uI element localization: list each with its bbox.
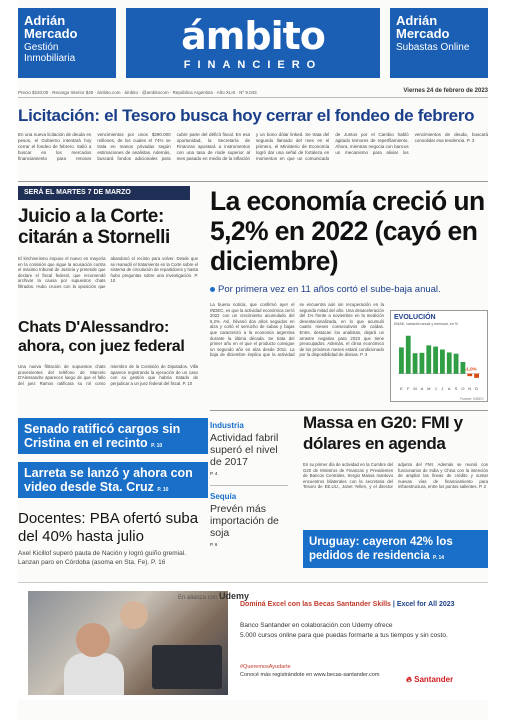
- chats-headline[interactable]: Chats D'Alessandro: ahora, con juez federal: [18, 319, 185, 355]
- chart-bar: [447, 352, 452, 373]
- larreta-banner[interactable]: [18, 462, 208, 498]
- flame-icon: 🔥︎: [406, 675, 412, 684]
- industria-page: P. 4: [210, 471, 218, 476]
- chart-tick-label: S: [454, 386, 458, 391]
- info-details: Precio $220,00 · Recargo Interior $40 · ámbito.com · ámbito · @ambitocom · República Argentina · Año XLIII · Nº 9.043: [18, 90, 257, 95]
- ad-text: [240, 621, 480, 641]
- chart-bar: [454, 354, 459, 374]
- chats-body: Una nueva filtración de supuestos chats provenientes del teléfono de Marcelo D'Alessandro aparecen luego de que el fallo del juez Ramos ratificara su rol como miembro de la Comisión de Diputados. Villa aparece registrando la ejecución de un caso con su gestión que habría tratado de perjudicar a un juez federal del fiscal. P. 10: [18, 364, 198, 386]
- chart-tick-label: J: [434, 386, 437, 391]
- senado-text: Senado ratificó cargos sin Cristina en el recinto: [24, 422, 181, 450]
- left-ad-sub: Gestión Inmobiliaria: [24, 42, 76, 64]
- chart-bar: [467, 374, 472, 377]
- udemy-logo: [178, 591, 249, 601]
- info-bar: [18, 86, 488, 98]
- chart-tick-label: N: [468, 386, 472, 391]
- ad-photo-person: [76, 623, 110, 657]
- laptop-icon: [152, 645, 222, 689]
- industria-label: Industria: [210, 421, 244, 430]
- chart-data-label: -1,0%: [464, 366, 477, 372]
- senado-page: P. 10: [151, 443, 163, 449]
- sequia-page: P. 6: [210, 542, 218, 547]
- bullet-icon: [210, 287, 215, 292]
- uruguay-page: P. 14: [433, 555, 445, 561]
- chart-title: EVOLUCIÓN: [394, 314, 436, 321]
- santander-logo: [406, 675, 453, 685]
- kicker-label: SERÁ EL MARTES 7 DE MARZO: [18, 186, 190, 200]
- ad-line2: 5.000 cursos online para que puedas formarte a tus tiempos y sin costo.: [240, 632, 448, 639]
- sequia-label: Sequía: [210, 492, 237, 501]
- industria-text: Actividad fabril superó el nivel de 2017: [210, 432, 279, 468]
- logo-subtext: FINANCIERO: [183, 59, 323, 71]
- chart-bar: [440, 350, 445, 374]
- chart-tick-label: M: [427, 386, 431, 391]
- larreta-page: P. 10: [157, 487, 169, 493]
- ad-hashtag: #QueremosAyudarte: [240, 664, 291, 670]
- divider: [210, 410, 488, 411]
- left-ad-adrian-mercado[interactable]: [18, 8, 116, 78]
- chart-tick-label: F: [407, 386, 410, 391]
- ad-photo-figure: [64, 653, 124, 695]
- uruguay-banner[interactable]: [303, 530, 488, 568]
- udemy-prefix: En alianza con: [178, 595, 218, 601]
- chart-tick-label: J: [441, 386, 444, 391]
- chart-tick-label: D: [475, 386, 479, 391]
- larreta-text: Larreta se lanzó y ahora con video desde Sta. Cruz: [24, 466, 193, 494]
- chart-bar: [399, 347, 404, 373]
- uruguay-text: Uruguay: cayeron 42% los pedidos de residencia: [309, 536, 453, 562]
- senado-banner[interactable]: [18, 418, 208, 454]
- evolution-chart: [390, 310, 488, 402]
- juicio-body: El kirchnerismo impuso el nuevo en mayoría en la comisión que sigue la acusación contra el máximo tribunal de Justicia y pretende que declare el fiscal federal, que recomendó archivar la causa por supuestos chats filtrados. Hubo cruces con la oposición que abandonó el recinto para volver. Desde que se reanudó el tratamiento en la Corte sobre el sistema de circulación de repartidores y hasta hubo preguntas sobre una investigación. P. 10: [18, 256, 198, 289]
- chart-bar: [420, 353, 425, 374]
- chart-tick-label: E: [400, 386, 403, 391]
- ad-title-blue: | Excel for All 2023: [390, 601, 455, 608]
- divider: [18, 181, 488, 182]
- divider: [210, 485, 288, 486]
- main-body: La buena noticia, que confirmó ayer el INDEC, es que la actividad económica cerró 2022 con un crecimiento acumulado del 5,2%. Así, hilvanó dos años seguidos en alza y cortó el serrucho de subas y bajas que caracterizó a la economía argentina durante la última década. Se trata del primer año en el que el producto consigue un segundo año en alza desde 2011. La baja de diciembre implica que la actividad se encuentra aún sin recuperación en la segunda mitad del año. Una desaceleración del 1% frente a noviembre en la medición desestacionalizada, en lo que acumuló cuatro meses consecutivos de caídas. Entre, destacan los analistas, dejará un arrastre negativo para 2023 que tiene preocupados. Además, el clima económico de los próximos meses estará condicionado por la disponibilidad de divisas. P. 3: [210, 302, 384, 358]
- ad-photo: [28, 591, 228, 695]
- chart-bar: [474, 374, 479, 378]
- industria-box[interactable]: [210, 420, 288, 551]
- main-headline[interactable]: La economía creció un 5,2% en 2022 (cayó en diciembre): [210, 186, 485, 276]
- chart-tick-label: A: [420, 386, 424, 391]
- issue-date: Viernes 24 de febrero de 2023: [403, 88, 488, 94]
- chart-bar: [413, 353, 418, 373]
- chart-source: Fuente: INDEC: [460, 397, 484, 401]
- left-ad-brand2: Mercado: [24, 26, 78, 41]
- logo-text: ámbito: [181, 14, 325, 58]
- main-subheadline: [210, 284, 488, 295]
- ad-link[interactable]: Conocé más registrándote en www.becas-santander.com: [240, 672, 380, 678]
- right-ad-brand1: Adrián: [396, 13, 438, 28]
- right-ad-sub: Subastas Online: [396, 42, 470, 53]
- chart-subtitle: EMAE, variación anual y mensual, en %: [394, 322, 458, 326]
- main-sub-text: Por primera vez en 11 años cortó el sube-baja anual.: [218, 284, 441, 295]
- chart-tick-label: O: [461, 386, 465, 391]
- sequia-text: Prevén más importación de soja: [210, 503, 279, 539]
- top-story-body: En una nueva licitación de deuda en pesos, el Gobierno intentará hoy cerrar el fondeo de febrero. Salió a buscar en los mercados financiamiento para renovar vencimientos por unos $290.000 millones, de los cuales el 74% se trata en manos privadas según estimaciones de analistas. Además, buscará fondos adicionales para cubrir parte del déficit fiscal. En esa oportunidad, la Secretaría de Finanzas apostará a instrumentos con una tasa de rinde superior al mes pasado en medio de la inflación y un bono dólar linked. Se trata del segundo llamado del mes en el primero, el Ministerio de Economía logró dar una señal de fortaleza en momentos en que un comunicado de Juntos por el Cambio habló agitado temores de reperfilamiento. Ahora, mientras negocia con bancos un mecanismo para aliviar los vencimientos de deuda, buscará consolidar esa tendencia. P. 3: [18, 132, 488, 161]
- masthead: [18, 0, 488, 84]
- juicio-headline[interactable]: Juicio a la Corte: citarán a Stornelli: [18, 206, 170, 248]
- massa-headline[interactable]: Massa en G20: FMI y dólares en agenda: [303, 413, 463, 453]
- massa-body: En su primer día de actividad en la Cumbre del G20 de Ministros de Finanzas y Presidentes de Bancos Centrales, Sergio Massa mantuvo encuentros bilaterales con la secretaria del Tesoro de EE.UU., Janet Yellen, y el director adjunto del FMI. Además se reunió con funcionarios de India y China con la intención de ampliar las líneas de crédito y sumar nuevas vías de financiamiento para infraestructura, entre los puntos salientes. P. 2: [303, 462, 488, 490]
- right-ad-brand2: Mercado: [396, 26, 450, 41]
- left-ad-brand1: Adrián: [24, 13, 66, 28]
- newspaper-page: [18, 0, 488, 720]
- ad-line1: Banco Santander en colaboración con Udemy ofrece: [240, 622, 393, 629]
- santander-ad[interactable]: [18, 582, 488, 700]
- chart-bar: [426, 345, 431, 373]
- top-headline[interactable]: Licitación: el Tesoro busca hoy cerrar el fondeo de febrero: [18, 106, 475, 125]
- ad-title: [240, 601, 480, 608]
- chart-bar: [406, 336, 411, 374]
- right-ad-adrian-mercado[interactable]: [390, 8, 488, 78]
- logo[interactable]: [126, 8, 380, 78]
- chart-tick-label: A: [447, 386, 451, 391]
- chart-plot: [394, 326, 484, 392]
- santander-text: Santander: [414, 675, 454, 684]
- docentes-sub: Axel Kicillof superó pauta de Nación y logró guiño gremial. Lanzan paro en Córdoba (asoma en Sta. Fe). P. 16: [18, 550, 187, 566]
- ad-title-red: Dominá Excel con las Becas Santander Skills: [240, 601, 391, 608]
- chart-tick-label: M: [413, 386, 417, 391]
- udemy-name: Udemy: [219, 591, 250, 601]
- ad-photo-person: [120, 601, 148, 629]
- docentes-headline[interactable]: Docentes: PBA ofertó suba del 40% hasta julio: [18, 510, 199, 545]
- chart-bar: [433, 347, 438, 374]
